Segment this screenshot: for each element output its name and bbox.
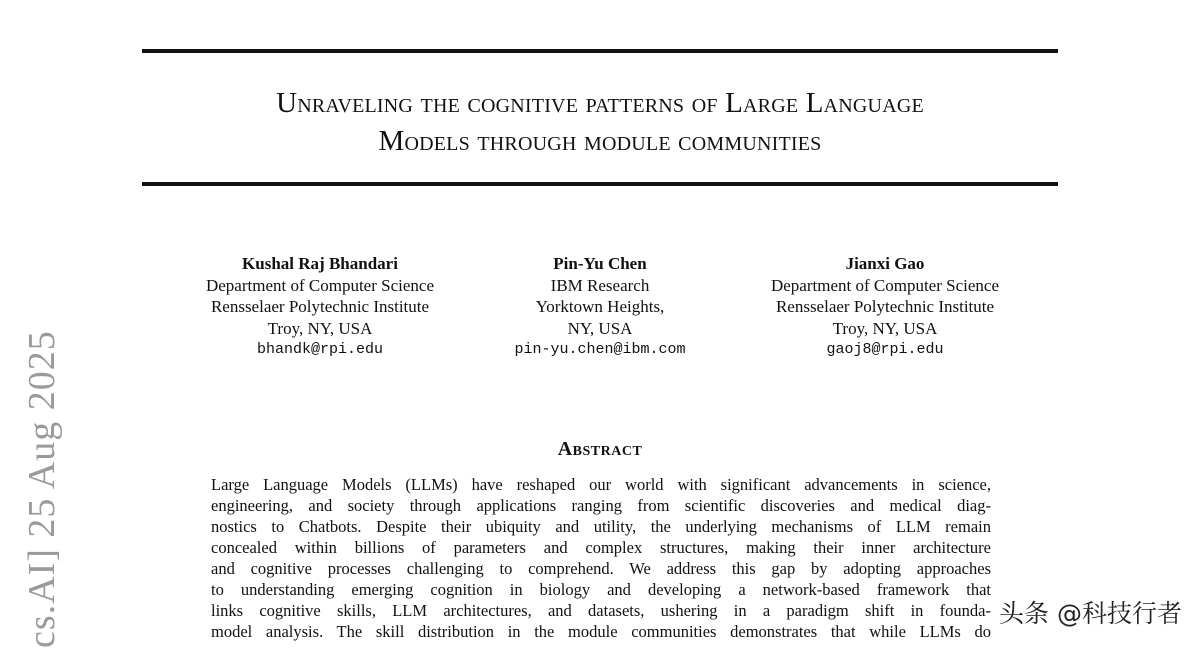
title-line-2: Models through module communities [378, 125, 822, 157]
author-2 [490, 253, 710, 361]
abstract-line: Large Language Models (LLMs) have reshaped our world with significant advancements in science, [211, 475, 991, 494]
arxiv-identifier-stamp: cs.AI] 25 Aug 2025 [21, 330, 63, 648]
abstract-line: links cognitive skills, LLM architectures, and datasets, ushering in a paradigm shift in founda- [211, 601, 991, 620]
paper-title [100, 84, 1100, 160]
author-affiliation: NY, USA [567, 318, 633, 338]
abstract-line: nostics to Chatbots. Despite their ubiquity and utility, the underlying mechanisms of LLM remain [211, 517, 991, 536]
author-affiliation: IBM Research [550, 275, 650, 295]
author-affiliation: Rensselaer Polytechnic Institute [210, 297, 430, 316]
source-watermark: 头条 @科技行者 [999, 599, 1182, 628]
abstract-line: and cognitive processes challenging to comprehend. We address this gap by adopting approaches [211, 559, 991, 578]
author-affiliation: Department of Computer Science [770, 275, 999, 295]
abstract-line: engineering, and society through applications ranging from scientific discoveries and medical diag- [211, 496, 991, 515]
author-name: Pin-Yu Chen [553, 254, 647, 273]
author-name: Kushal Raj Bhandari [242, 254, 398, 273]
author-3 [740, 253, 1030, 361]
author-affiliation: Troy, NY, USA [267, 318, 373, 338]
abstract-heading: Abstract [557, 438, 643, 460]
author-affiliation: Department of Computer Science [205, 275, 434, 295]
abstract-line: to understanding emerging cognition in biology and developing a network-based framework that [211, 580, 991, 599]
author-1 [175, 253, 465, 361]
title-bottom-rule [142, 182, 1058, 186]
author-email[interactable]: gaoj8@rpi.edu [826, 341, 944, 358]
author-email[interactable]: pin-yu.chen@ibm.com [514, 341, 686, 358]
author-affiliation: Yorktown Heights, [535, 297, 665, 316]
author-email[interactable]: bhandk@rpi.edu [256, 341, 384, 358]
title-line-1: Unraveling the cognitive patterns of Large Language [276, 87, 924, 119]
author-name: Jianxi Gao [845, 254, 925, 273]
abstract-line: model analysis. The skill distribution in the module communities demonstrates that while LLMs do [211, 622, 991, 641]
title-top-rule [142, 49, 1058, 53]
author-block [0, 253, 1200, 373]
author-affiliation: Rensselaer Polytechnic Institute [775, 297, 995, 316]
abstract-line: concealed within billions of parameters and complex structures, making their inner architecture [211, 538, 991, 557]
author-affiliation: Troy, NY, USA [832, 318, 938, 338]
abstract-text [211, 474, 991, 642]
